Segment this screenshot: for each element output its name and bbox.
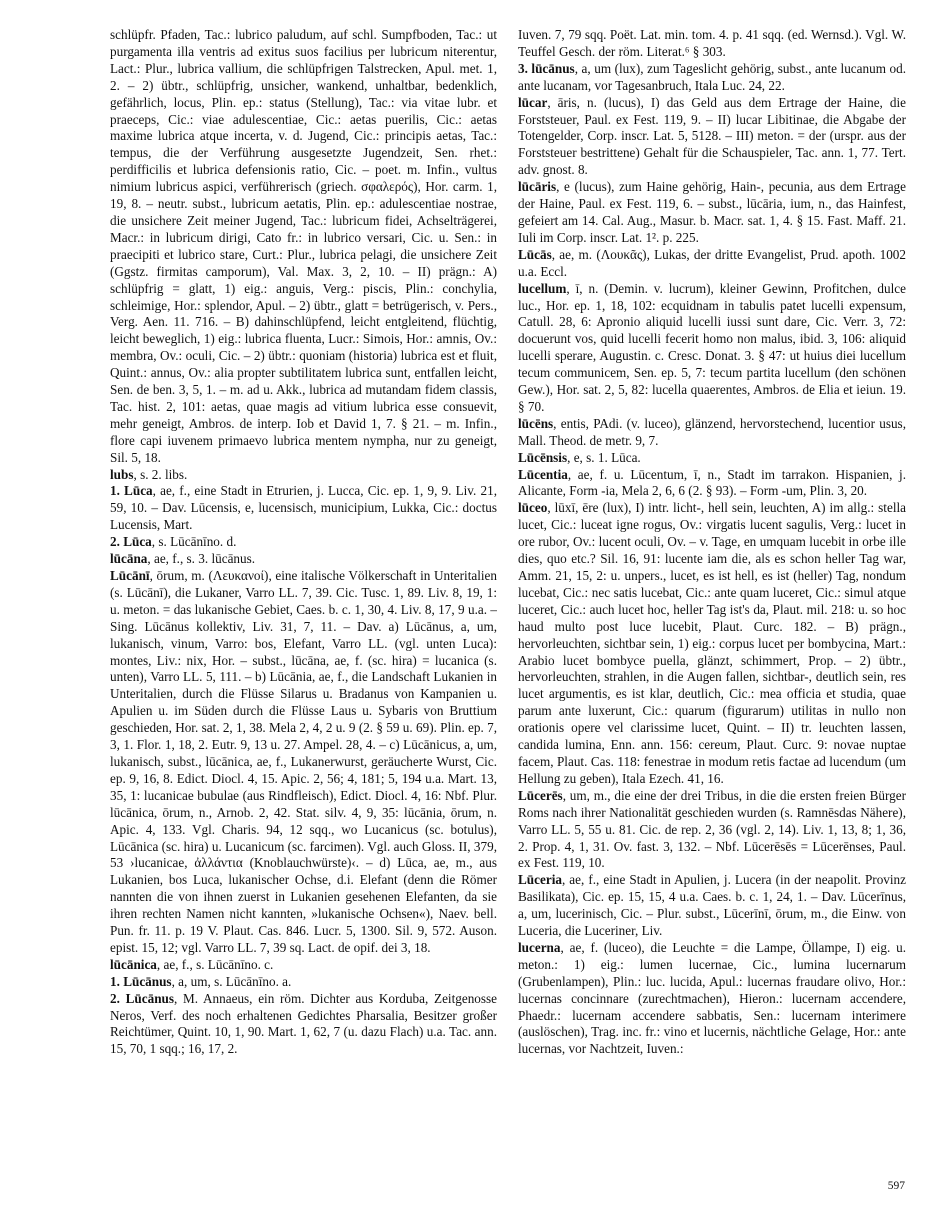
headword: lūcāris [518, 179, 557, 195]
headword: lūcāna [110, 551, 148, 567]
headword: Lūcānī [110, 568, 150, 583]
headword: 2. Lūcānus [110, 990, 174, 1006]
entry-lucellum: lucellum, ī, n. (Demin. v. lucrum), kleiner Gewinn, Profitchen, dulce luc., Hor. ep. 1, 18, 102: ecquidnam in tabulis patet lucelli expensum, Catull. 28, 6: Apronio aliquid lucelli iussi sunt dare, Cic. Verr. 3, 72: docuerunt vos, quid lucelli fecerit homo non malus, ibid. 3, 106: aliquid lucelli sperare, Augustin. c. Cresc. Donat. 3. § 47: ut huius diei lucellum tecum communicem, Sen. ep. 5, 7: tecum partita lucellum (den schönen Gew.), Hor. sat. 2, 5, 82: lucella quaerentes, Ambros. de Elia et ieiun. 19. § 70. [518, 280, 906, 414]
entry-luceres: Lūcerēs, um, m., die eine der drei Tribus, in die die ersten freien Bürger Roms nach ihrer Nationalität geschieden wurden (s. Ramnēsdas Nähere), Varro LL. 5, 55 u. 81. Cic. de rep. 2, 36 (vgl. 2, 14). Liv. 1, 13, 8; 1, 36, 2. Prop. 4, 1, 31. Ov. fast. 3, 132. – Nbf. Lūcerēsēs = Lūcerēnses, Paul. ex Fest. 119, 10. [518, 787, 906, 871]
entry-continuation: Iuven. 7, 79 sqq. Poët. Lat. min. tom. 4. p. 41 sqq. (ed. Wernsd.). Vgl. W. Teuffel Gesch. der röm. Literat.⁶ § 303. [518, 27, 906, 59]
headword: Lūcentia [518, 466, 568, 482]
page-number: 597 [887, 1180, 905, 1192]
entry-lucerna: lucerna, ae, f. (luceo), die Leuchte = die Lampe, Öllampe, I) eig. u. meton.: 1) eig.: lumen lucernae, Cic., lumina lucernarum (Grubenlampen), Plin.: luc. lucida, Apul.: lucernas fraudare olivo, Hor.: lucernas concinnare (zurechtmachen), Hieron.: lucernam accendere, Phaedr.: lucernam accendere sabbatis, Sen.: lucernam interimere (auslöschen), Trag. inc. fr.: vino et lucernis, nächtliche Gelage, Hor.: ante lucernas, vor Nachtzeit, Iuven.: [518, 939, 906, 1057]
left-column [110, 27, 497, 1177]
entry-lucens: lūcēns, entis, PAdi. (v. luceo), glänzend, hervorstechend, lucentior usus, Mall. Theod. de metr. 9, 7. [518, 415, 906, 448]
entry-luceria: Lūceria, ae, f., eine Stadt in Apulien, j. Lucera (in der neapolit. Provinz Basilikata), Cic. ep. 15, 15, 4 u.a. Caes. b. c. 1, 24, 1. – Dav. Lūcerīnus, a, um, lucerinisch, Cic. – Plur. subst., Lūcerīnī, ōrum, m., die Einw. von Luceria, die Luceriner, Liv. [518, 872, 906, 939]
entry-lucar: lūcar, āris, n. (lucus), I) das Geld aus dem Ertrage der Haine, die Forststeuer, Paul. ex Fest. 119, 9. – II) lucar Libitinae, die Abgabe der Totengelder, Corp. inscr. Lat. 5, 5128. – III) meton. = der (urspr. aus der Forststeuer bestrittene) Gehalt für die Schauspieler, Tac. ann. 1, 77. Tert. adv. gnost. 8. [518, 94, 906, 178]
entry-lucentia: Lūcentia, ae, f. u. Lūcentum, ī, n., Stadt im tarrakon. Hispanien, j. Alicante, Form -ia, Mela 2, 6, 6 (2. § 93). – Form -um, Plin. 3, 20. [518, 466, 906, 499]
headword: 2. Lūca [110, 534, 152, 550]
headword: Lūceria [518, 872, 562, 888]
headword: Lūcēnsis [518, 449, 568, 465]
entry-lucani: Lūcānī, ōrum, m. (Λευκανοί), eine italische Völkerschaft in Unteritalien (s. Lūcānī), die Lukaner, Varro LL. 7, 39. Cic. Tusc. 1, 89. Liv. 8, 19, 1: u. meton. = das lukanische Gebiet, Caes. b. c. 1, 30, 4. Liv. 8, 17, 9 u.a. – Sing. Lūcānus kollektiv, Liv. 31, 7, 11. – Dav. a) Lūcānus, a, um, lukanisch, vinum, Varro: bos, Elefant, Varro LL. (vgl. unten Luca): montes, Liv.: nix, Hor. – subst., lūcāna, ae, f. (sc. hira) = lucanica (s. unten), Varro LL. 5, 111. – b) Lūcānia, ae, f., die Landschaft Lukanien in Unteritalien, durch die Flüsse Silarus u. Bradanus von Kampanien u. Apulien u. im Süden durch die Flüsse Laus u. Sybaris von Bruttium geschieden, Hor. sat. 2, 1, 38. Mela 2, 4, 2 u. 9 (2. § 59 u. 69). Plin. ep. 7, 3, 1. Flor. 1, 18, 2. Eutr. 9, 13 u. 27. Ampel. 28, 4. – c) Lūcānicus, a, um, lukanisch, subst., lūcānica, ae, f., Lukanerwurst, geräucherte Wurst, Cic. ep. 9, 16, 8. Edict. Diocl. 4, 15. Apic. 2, 56; 4, 181; 5, 194 u.a. Mart. 13, 35, 1: lucanicae bubulae (aus Rindfleisch), Edict. Diocl. 4, 16: Nbf. Plur. lūcānica, ōrum, n., Arnob. 2, 42. Stat. silv. 4, 9, 35: lūcānia, ōrum, n. Apic. 4, 133. Vgl. Charis. 94, 12 sqq., wo Lucanicus (sc. botulus), Lūcānica (sc. hira) u. Lucanicum (sc. farcimen). Vgl. auch Gloss. II, 379, 53 ›lucanicae, ἀλλάντια (Knoblauchwürste)‹. – d) Lūca, ae, m., aus Lukanien, bos Luca, lukanischer Ochse, d.i. Elefant (denn die Römer nannten die von ihnen zuerst in Lukanien gesehenen Elefanten, da sie ihren rechten Namen nicht kannten, »lukanische Ochsen«), Naev. bell. Pun. fr. 11. p. 19 V. Plaut. Cas. 846. Lucr. 5, 1300. Sil. 9, 572. Auson. epist. 15, 12; vgl. Varro LL. 7, 39 sq. Lact. de opif. dei 3, 18. [110, 568, 497, 955]
headword: Lūcerēs [518, 787, 563, 803]
entry-luca-2: 2. Lūca, s. Lūcānīno. d. [110, 534, 237, 550]
entry-luca-1: 1. Lūca, ae, f., eine Stadt in Etrurien, j. Lucca, Cic. ep. 1, 9, 9. Liv. 21, 59, 10. – Dav. Lūcensis, e, lucensisch, municipium, Lukka, Cic.: doctus Lucensis, Mart. [110, 483, 497, 533]
headword: lūcānica [110, 956, 157, 972]
headword: lucerna [518, 939, 561, 955]
headword: lucellum [518, 280, 567, 296]
headword: 1. Lūcānus [110, 973, 172, 989]
headword: lūcēns [518, 415, 554, 431]
headword: lūcar [518, 94, 548, 110]
entry-lucanus-1: 1. Lūcānus, a, um, s. Lūcānīno. a. [110, 973, 292, 989]
entry-lucanus-2: 2. Lūcānus, M. Annaeus, ein röm. Dichter aus Korduba, Zeitgenosse Neros, Verf. des noch erhaltenen Gedichtes Pharsalia, Besitzer großer Reichtümer, Quint. 10, 1, 90. Mart. 1, 62, 7 (u. dazu Flach) u.a. Tac. ann. 15, 70, 1 sqq.; 16, 17, 2. [110, 990, 497, 1057]
right-column [518, 27, 906, 1177]
entry-lucanus-3: 3. lūcānus, a, um (lux), zum Tageslicht gehörig, subst., ante lucanum od. ante lucanam, vor Tagesanbruch, Itala Luc. 24, 22. [518, 60, 906, 93]
entry-lubs: lubs, s. 2. libs. [110, 466, 188, 482]
entry-lucensis: Lūcēnsis, e, s. 1. Lūca. [518, 449, 641, 465]
entry-lucaris: lūcāris, e (lucus), zum Haine gehörig, Hain-, pecunia, aus dem Ertrage der Haine, Paul. ex Fest. 119, 6. – subst., lūcāria, ium, n., das Hainfest, gefeiert am 14. Cal. Aug., Masur. b. Macr. sat. 1, 4. § 15. Fast. Maff. 21. Iuli im Corp. inscr. Lat. 1². p. 225. [518, 179, 906, 245]
headword: Lūcās [518, 246, 552, 262]
headword: lubs [110, 466, 134, 482]
entry-lucana: lūcāna, ae, f., s. 3. lūcānus. [110, 551, 256, 567]
headword: 1. Lūca [110, 483, 153, 499]
entry-lucanica: lūcānica, ae, f., s. Lūcānīno. c. [110, 956, 274, 972]
entry-luceo: lūceo, lūxī, ēre (lux), I) intr. licht-, hell sein, leuchten, A) im allg.: stella lucet, Cic.: luceat igne rogus, Ov.: virgatis lucent sagulis, Verg.: lucet in ore rubor, Ov.: lucent oculi, Ov. – v. Tage, en umquam lucebit in orbe ille dies, quo etc.? Sil. 16, 91: lucente iam die, als es schon heller Tag war, Amm. 21, 15, 2: u. unpers., lucet, es ist hell, es ist (heller) Tag, nondum lucebat, Cic.: nec satis lucebat, Cic.: ante quam luceret, Cic.: simul atque luceret, Cic.: auch lucet hoc, heller Tag ist's da, Plaut. mil. 218: u. so hoc haud multo post luce lucebit, Plaut. Curc. 182. – B) prägn., hervorleuchten, sichtbar sein, 1) eig.: corpus lucet per bombycina, Mart.: Arabio lucet bombyce puella, glänzt, schimmert, Prop. – 2) übtr., hervorleuchten, strahlen, in die Augen fallen, sichtbar-, deutlich sein, res lucet argumentis, es ist klar, deutlich, Cic.: mea officia et studia, quae parum ante luxerunt, Cic.: quarum (figurarum) utilitas in nullo non orationis opere vel clarissime lucet, Quint. – II) tr. leuchten lassen, candida lumina, Enn. ann. 156: cereum, Plaut. Curc. 9: novae nuptae facem, Plaut. Cas. 118: fenestrae in modum retis factae ad lucendum (um Hellung zu geben), Itala Ezech. 41, 16. [518, 500, 906, 786]
entry-lucas: Lūcās, ae, m. (Λουκᾶς), Lukas, der dritte Evangelist, Prud. apoth. 1002 u.a. Eccl. [518, 246, 906, 279]
headword: lūceo [518, 500, 548, 516]
headword: 3. lūcānus [518, 60, 575, 76]
entry-continuation: schlüpfr. Pfaden, Tac.: lubrico paludum, auf schl. Sumpfboden, Tac.: ut purgamenta illa ventris ad exitus suos facilius per lubricum niterentur, Lact.: Plur., lubrica vallium, die schlüpfrigen Talstrecken, Apul. met. 1, 2. – 2) übtr., schlüpfrig, unsicher, wankend, unhaltbar, bedenklich, gefährlich, locus, Plin. ep.: status (Stellung), Tac.: via vitae lubr. et praeceps, Cic.: viae adulescentiae, Cic.: aetas puerilis, Cic.: aetas maxime lubrica atque incerta, v. d. Jugend, Cic.: principis aetas, Tac.: tempus, die der Verführung ausgesetzte Jugendzeit, Sen. rhet.: perdifficilis et lubrica defensionis ratio, Cic. – poet. m. Infin., vultus nimium lubricus aspici, verführerisch (griech. σφαλερός), Hor. carm. 1, 19, 8. – neutr. subst., lubricum aetatis, Plin. ep.: adulescentiae nostrae, die unsichere Zeit meiner Jugend, Tac.: lubricum fidei, Achselträgerei, Macr.: in lubricum dirigi, Cato fr.: in lubrico versari, Cic. u. Sen.: in praecipiti et lubrico stare, Curt.: Plur., lubrica pelagi, die unsichere Zeit (Ggstz. firmitas camporum), Val. Max. 3, 2, 10. – II) prägn.: A) schlüpfrig = glatt, 1) eig.: anguis, Verg.: piscis, Plin.: conchylia, schleimige, Hor.: splendor, Apul. – 2) übtr., glatt = betrügerisch, v. Pers., Verg. Aen. 11. 716. – B) dahinschlüpfend, leicht entgleitend, flüchtig, leicht beweglich, 1) eig.: lubrica fluenta, Lucr.: Simois, Hor.: amnis, Ov.: membra, Ov.: oculi, Cic. – 2) übtr.: quoniam (historia) lubrica est et fluit, Quint.: annus, Ov.: alia propter subtilitatem lubrica sunt, entfallen leicht, Sen. de ben. 3, 5, 1. – m. ad u. Akk., lubrica ad mutandam fidem classis, Tac. hist. 2, 101: aetas, quae magis ad vitium lubrica esse consuevit, mehr geneigt, Ambros. de interp. Iob et David 1, 7. § 21. – m. Infin., flore capi iuvenem primaevo lubrica mentem nympha, nur zu geneigt, Sil. 5, 18. [110, 27, 497, 465]
